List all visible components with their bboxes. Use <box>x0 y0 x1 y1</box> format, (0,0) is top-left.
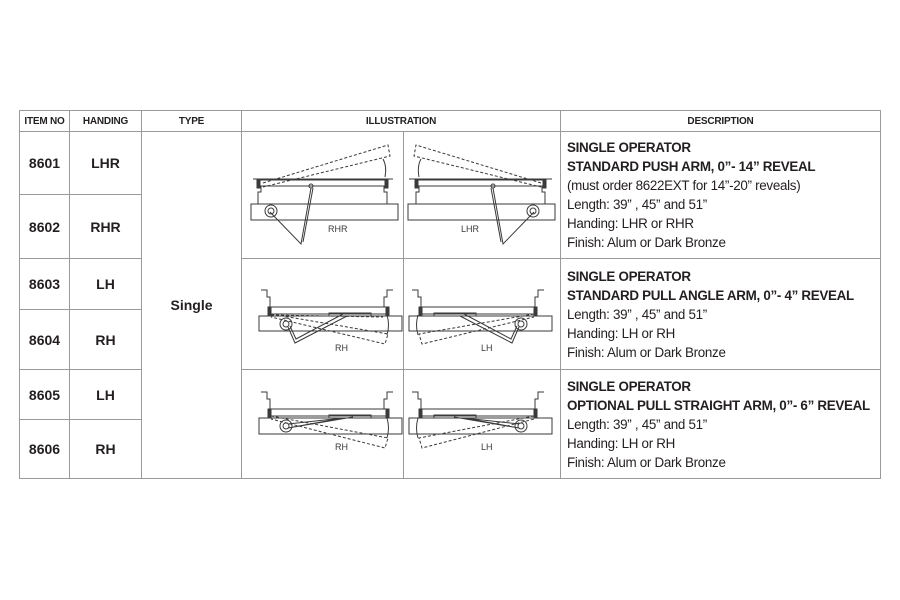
svg-text:RHR: RHR <box>327 224 347 234</box>
description-push-arm <box>561 132 881 259</box>
item-no-cell: 8606 <box>20 420 70 479</box>
handing-cell: LHR <box>70 132 142 195</box>
description-title: SINGLE OPERATOR <box>567 378 691 394</box>
svg-text:LHR: LHR <box>461 224 480 234</box>
handing-cell: RH <box>70 310 142 370</box>
header-handing: HANDING <box>70 111 142 132</box>
svg-text:RH: RH <box>334 442 348 452</box>
description-subtitle: STANDARD PULL ANGLE ARM, 0”- 4” REVEAL <box>567 287 854 303</box>
item-no-cell: 8605 <box>20 370 70 420</box>
item-no-cell: 8601 <box>20 132 70 195</box>
description-handing: Handing: LH or RH <box>567 325 676 341</box>
description-pull-straight-arm <box>561 370 881 479</box>
description-pull-angle-arm <box>561 259 881 370</box>
push-arm-lhr-diagram-icon <box>404 132 561 258</box>
svg-text:LH: LH <box>481 343 493 353</box>
description-length: Length: 39” , 45” and 51” <box>567 306 707 322</box>
item-no-cell: 8602 <box>20 195 70 259</box>
pull-straight-arm-lh-diagram-icon <box>404 370 561 478</box>
illustration-push-arm-lhr <box>404 132 561 259</box>
description-note: (must order 8622EXT for 14”-20” reveals) <box>567 178 801 193</box>
item-no-cell: 8604 <box>20 310 70 370</box>
handing-cell: LH <box>70 370 142 420</box>
description-length: Length: 39” , 45” and 51” <box>567 197 707 212</box>
svg-text:LH: LH <box>481 442 493 452</box>
illustration-push-arm-rhr <box>242 132 404 259</box>
description-handing: Handing: LH or RH <box>567 435 676 451</box>
header-type: TYPE <box>142 111 242 132</box>
description-finish: Finish: Alum or Dark Bronze <box>567 344 726 360</box>
description-length: Length: 39” , 45” and 51” <box>567 416 707 432</box>
header-item-no: ITEM NO <box>20 111 70 132</box>
description-title: SINGLE OPERATOR <box>567 140 691 155</box>
push-arm-rhr-diagram-icon <box>243 132 403 258</box>
header-row <box>20 111 881 132</box>
description-finish: Finish: Alum or Dark Bronze <box>567 454 726 470</box>
illustration-pull-straight-arm-rh <box>242 370 404 479</box>
table-row <box>20 132 881 195</box>
header-description: DESCRIPTION <box>561 111 881 132</box>
illustration-pull-angle-arm-rh <box>242 259 404 370</box>
illustration-pull-angle-arm-lh <box>404 259 561 370</box>
svg-text:RH: RH <box>334 343 348 353</box>
illustration-pull-straight-arm-lh <box>404 370 561 479</box>
handing-cell: LH <box>70 259 142 310</box>
pull-angle-arm-lh-diagram-icon <box>404 259 561 369</box>
description-subtitle: STANDARD PUSH ARM, 0”- 14” REVEAL <box>567 159 816 174</box>
description-title: SINGLE OPERATOR <box>567 268 691 284</box>
handing-cell: RH <box>70 420 142 479</box>
product-spec-table <box>19 110 881 479</box>
pull-angle-arm-rh-diagram-icon <box>243 259 403 369</box>
header-illustration: ILLUSTRATION <box>242 111 561 132</box>
description-subtitle: OPTIONAL PULL STRAIGHT ARM, 0”- 6” REVEAL <box>567 397 870 413</box>
item-no-cell: 8603 <box>20 259 70 310</box>
type-cell: Single <box>142 132 242 479</box>
description-handing: Handing: LHR or RHR <box>567 216 694 231</box>
handing-cell: RHR <box>70 195 142 259</box>
pull-straight-arm-rh-diagram-icon <box>243 370 403 478</box>
description-finish: Finish: Alum or Dark Bronze <box>567 235 726 250</box>
